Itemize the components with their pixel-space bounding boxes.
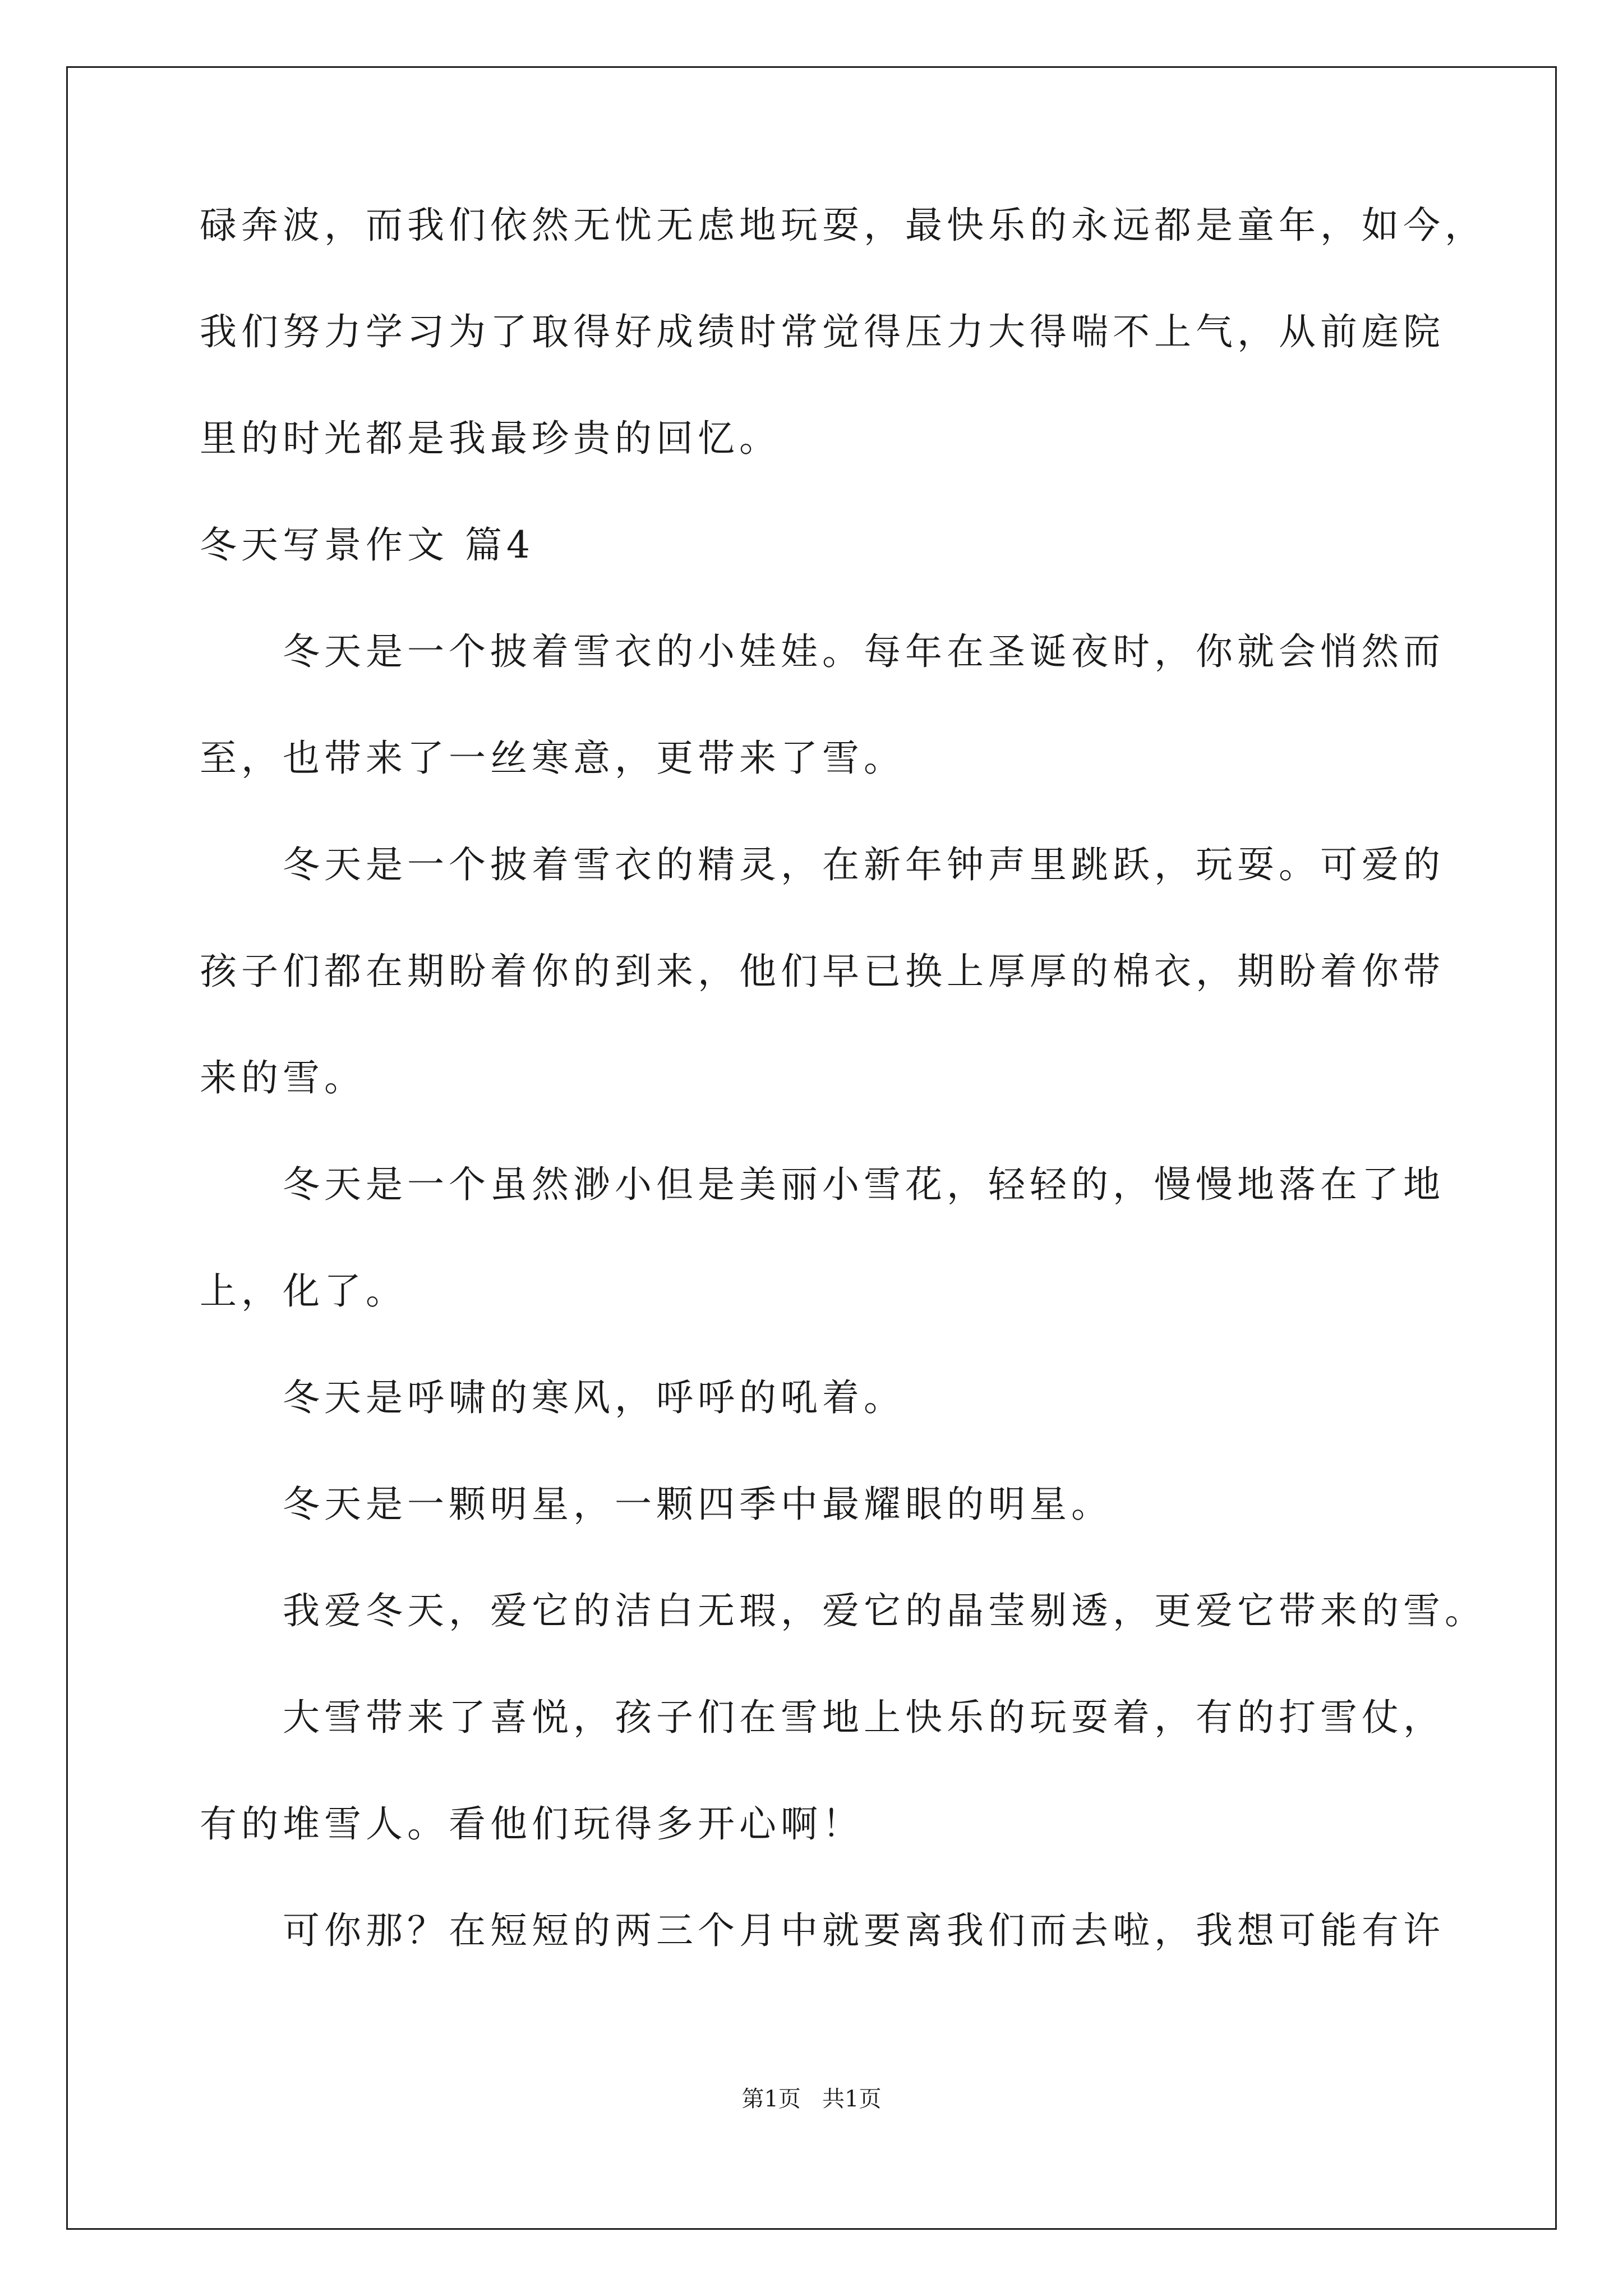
text-line: 我们努力学习为了取得好成绩时常觉得压力大得喘不上气，从前庭院 — [200, 310, 1445, 353]
text-line: 有的堆雪人。看他们玩得多开心啊！ — [200, 1802, 864, 1846]
text-line: 至，也带来了一丝寒意，更带来了雪。 — [200, 737, 905, 780]
text-line: 上，化了。 — [200, 1269, 407, 1313]
text-line: 冬天是一个披着雪衣的精灵，在新年钟声里跳跃，玩耍。可爱的 — [283, 843, 1445, 886]
text-line: 可你那？在短短的两三个月中就要离我们而去啦，我想可能有许 — [283, 1909, 1445, 1952]
text-line: 我爱冬天，爱它的洁白无瑕，爱它的晶莹剔透，更爱它带来的雪。 — [283, 1589, 1486, 1632]
page-number-label: 第1页 共1页 — [741, 2086, 882, 2112]
section-heading: 冬天写景作文 篇4 — [200, 523, 534, 567]
text-line: 冬天是呼啸的寒风，呼呼的吼着。 — [283, 1376, 905, 1419]
text-line: 大雪带来了喜悦，孩子们在雪地上快乐的玩耍着，有的打雪仗， — [283, 1696, 1445, 1739]
text-line: 里的时光都是我最珍贵的回忆。 — [200, 417, 781, 460]
text-line: 碌奔波，而我们依然无忧无虑地玩耍，最快乐的永远都是童年，如今， — [200, 204, 1486, 247]
text-line: 冬天是一颗明星，一颗四季中最耀眼的明星。 — [283, 1483, 1113, 1526]
page-footer — [0, 2082, 1623, 2116]
text-line: 来的雪。 — [200, 1056, 366, 1099]
text-line: 冬天是一个披着雪衣的小娃娃。每年在圣诞夜时，你就会悄然而 — [283, 630, 1445, 673]
text-line: 冬天是一个虽然渺小但是美丽小雪花，轻轻的，慢慢地落在了地 — [283, 1163, 1445, 1206]
text-line: 孩子们都在期盼着你的到来，他们早已换上厚厚的棉衣，期盼着你带 — [200, 950, 1445, 993]
